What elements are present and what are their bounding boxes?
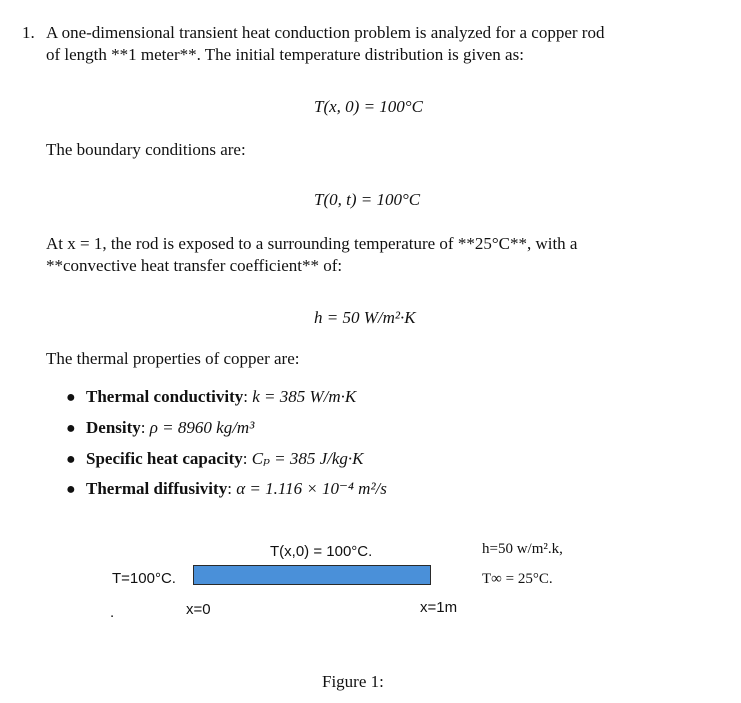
property-item: ● Specific heat capacity: Cₚ = 385 J/kg·K — [66, 448, 364, 471]
bullet-icon: ● — [66, 481, 76, 498]
property-value: α = 1.116 × 10⁻⁴ m²/s — [236, 479, 387, 498]
intro-line-1: A one-dimensional transient heat conduction problem is analyzed for a copper rod — [46, 23, 605, 42]
h-coefficient-equation: h = 50 W/m²·K — [314, 308, 416, 327]
figure-x0-label: x=0 — [186, 601, 211, 618]
property-item: ● Thermal conductivity: k = 385 W/m·K — [66, 386, 356, 409]
figure-x1-label: x=1m — [420, 599, 458, 616]
figure-stray-dot: . — [110, 604, 115, 621]
initial-condition-equation: T(x, 0) = 100°C — [314, 97, 423, 116]
property-name: Density — [86, 418, 141, 437]
figure-left-temp-label: T=100°C. — [112, 570, 176, 587]
properties-label: The thermal properties of copper are: — [46, 349, 300, 368]
intro-line-2: of length **1 meter**. The initial temperature distribution is given as: — [46, 45, 524, 64]
figure-tinf-label: T∞ = 25°C. — [482, 571, 553, 587]
copper-rod — [193, 565, 431, 585]
bullet-icon: ● — [66, 420, 76, 437]
property-name: Thermal conductivity — [86, 387, 244, 406]
property-name: Specific heat capacity — [86, 449, 243, 468]
property-value: k = 385 W/m·K — [252, 387, 357, 406]
property-item: ● Density: ρ = 8960 kg/m³ — [66, 417, 254, 440]
figure-h-label: h=50 w/m².k, — [482, 541, 563, 557]
property-value: ρ = 8960 kg/m³ — [149, 418, 255, 437]
boundary-conditions-label: The boundary conditions are: — [46, 140, 246, 159]
property-value: Cₚ = 385 J/kg·K — [251, 449, 364, 468]
bullet-icon: ● — [66, 451, 76, 468]
property-name: Thermal diffusivity — [86, 479, 228, 498]
convection-line-2: **convective heat transfer coefficient** of: — [46, 256, 343, 275]
property-item: ● Thermal diffusivity: α = 1.116 × 10⁻⁴ m²/s — [66, 478, 387, 501]
bullet-icon: ● — [66, 389, 76, 406]
figure-caption: Figure 1: — [322, 672, 384, 691]
convection-line-1: At x = 1, the rod is exposed to a surrounding temperature of **25°C**, with a — [46, 234, 578, 253]
problem-number: 1. — [22, 23, 35, 42]
figure-initial-temp-label: T(x,0) = 100°C. — [270, 543, 373, 560]
boundary-condition-equation: T(0, t) = 100°C — [314, 190, 421, 209]
